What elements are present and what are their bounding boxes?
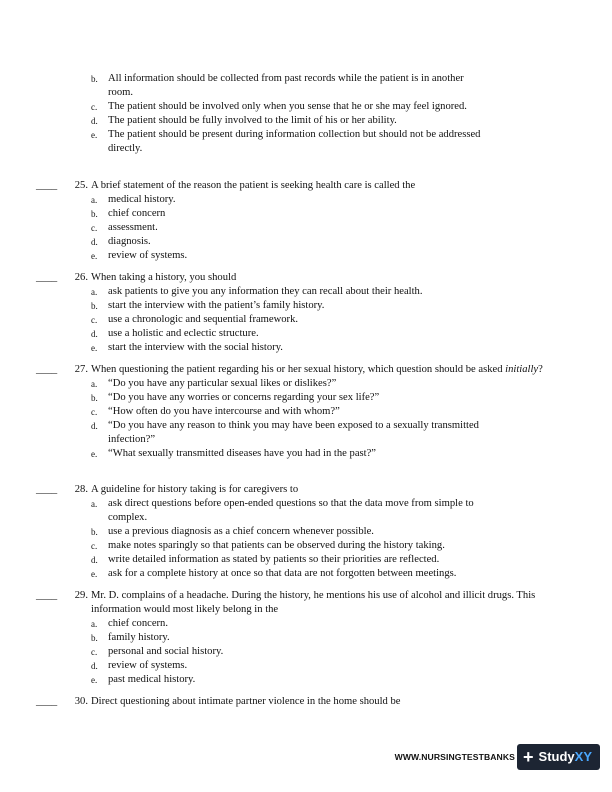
option-text: The patient should be fully involved to the limit of his or her ability. (108, 115, 397, 126)
option-text: assessment. (108, 222, 158, 233)
option-27-c (91, 405, 576, 419)
option-letter: b. (91, 527, 98, 537)
footer-site-text: WWW.NURSINGTESTBANKS (394, 752, 516, 762)
option-24-e (91, 128, 496, 156)
option-25-d (91, 235, 576, 249)
brand-suffix: XY (574, 749, 592, 764)
answer-blank[interactable]: ____ (36, 180, 58, 191)
option-letter: d. (91, 329, 98, 339)
option-text: “Do you have any particular sexual likes or dislikes?” (108, 378, 337, 389)
option-29-e (91, 673, 576, 687)
question-number: 28. (74, 484, 88, 495)
option-27-e (91, 447, 576, 461)
question-number: 26. (74, 272, 88, 283)
question-29 (36, 589, 576, 687)
question-26 (36, 271, 576, 355)
option-letter: a. (91, 379, 98, 389)
option-28-a (91, 497, 511, 525)
option-text: ask patients to give you any information they can recall about their health. (108, 286, 423, 297)
option-26-c (91, 313, 576, 327)
option-letter: d. (91, 421, 98, 431)
option-text: ask for a complete history at once so that data are not forgotten between meetings. (108, 568, 457, 579)
option-letter: c. (91, 223, 98, 233)
option-26-d (91, 327, 576, 341)
option-letter: d. (91, 237, 98, 247)
option-25-a (91, 193, 576, 207)
option-text: “Do you have any reason to think you may have been exposed to a sexually transmitted infection?” (108, 420, 479, 445)
option-28-e (91, 567, 576, 581)
option-text: “Do you have any worries or concerns regarding your sex life?” (108, 392, 380, 403)
option-letter: c. (91, 102, 98, 112)
question-27 (36, 363, 576, 461)
answer-blank[interactable]: ____ (36, 590, 58, 601)
option-27-d (91, 419, 491, 447)
option-text: use a chronologic and sequential framework. (108, 314, 299, 325)
question-number: 27. (74, 364, 88, 375)
option-text: ask direct questions before open-ended questions so that the data move from simple to complex. (108, 498, 474, 523)
option-26-e (91, 341, 576, 355)
question-stem-emphasis: initially (505, 364, 539, 375)
answer-blank[interactable]: ____ (36, 696, 58, 707)
question-stem: Direct questioning about intimate partner violence in the home should be (91, 696, 401, 707)
option-text: review of systems. (108, 250, 188, 261)
option-text: use a previous diagnosis as a chief concern whenever possible. (108, 526, 374, 537)
question-30 (36, 695, 576, 709)
option-text: write detailed information as stated by patients so their priorities are reflected. (108, 554, 440, 565)
option-28-d (91, 553, 576, 567)
option-27-a (91, 377, 576, 391)
option-text: start the interview with the social history. (108, 342, 283, 353)
option-26-a (91, 285, 576, 299)
option-text: make notes sparingly so that patients can be observed during the history taking. (108, 540, 445, 551)
option-text: medical history. (108, 194, 176, 205)
option-text: personal and social history. (108, 646, 224, 657)
question-number: 29. (74, 590, 88, 601)
option-letter: a. (91, 619, 98, 629)
option-letter: b. (91, 209, 98, 219)
brand-prefix: Study (538, 749, 575, 764)
option-letter: b. (91, 301, 98, 311)
question-24-continuation (36, 72, 576, 156)
option-29-c (91, 645, 576, 659)
option-29-d (91, 659, 576, 673)
question-number: 30. (74, 696, 88, 707)
option-29-b (91, 631, 576, 645)
option-24-d (91, 114, 491, 128)
plus-icon: + (523, 747, 534, 767)
answer-blank[interactable]: ____ (36, 364, 58, 375)
option-text: family history. (108, 632, 170, 643)
option-text: chief concern (108, 208, 166, 219)
question-stem-end: ? (538, 364, 543, 375)
option-text: use a holistic and eclectic structure. (108, 328, 259, 339)
option-letter: b. (91, 633, 98, 643)
question-25 (36, 179, 576, 263)
option-letter: a. (91, 195, 98, 205)
question-28 (36, 483, 576, 581)
answer-blank[interactable]: ____ (36, 484, 58, 495)
option-letter: c. (91, 315, 98, 325)
question-stem: A brief statement of the reason the patient is seeking health care is called the (91, 180, 416, 191)
option-letter: e. (91, 251, 98, 261)
option-text: past medical history. (108, 674, 196, 685)
option-letter: d. (91, 555, 98, 565)
option-text: The patient should be present during information collection but should not be addressed directly. (108, 129, 481, 154)
option-letter: c. (91, 407, 98, 417)
option-letter: e. (91, 569, 98, 579)
question-stem-text: When questioning the patient regarding his or her sexual history, which question should be asked (91, 364, 503, 375)
studyxy-badge (517, 744, 600, 770)
option-letter: d. (91, 661, 98, 671)
option-text: start the interview with the patient’s family history. (108, 300, 325, 311)
question-stem (91, 363, 576, 377)
option-25-c (91, 221, 576, 235)
option-letter: e. (91, 130, 98, 140)
option-24-b (91, 72, 491, 100)
option-letter: e. (91, 449, 98, 459)
option-29-a (91, 617, 576, 631)
option-27-b (91, 391, 576, 405)
option-text: chief concern. (108, 618, 168, 629)
question-stem: When taking a history, you should (91, 272, 237, 283)
option-text: The patient should be involved only when you sense that he or she may feel ignored. (108, 101, 467, 112)
option-letter: d. (91, 116, 98, 126)
question-stem: Mr. D. complains of a headache. During the history, he mentions his use of alcohol and illicit drugs. This information would most likely belong in the (91, 590, 536, 615)
option-text: diagnosis. (108, 236, 151, 247)
option-26-b (91, 299, 576, 313)
option-letter: a. (91, 287, 98, 297)
option-letter: a. (91, 499, 98, 509)
option-25-e (91, 249, 576, 263)
option-28-b (91, 525, 576, 539)
question-stem: A guideline for history taking is for caregivers to (91, 484, 299, 495)
option-28-c (91, 539, 576, 553)
option-text: “What sexually transmitted diseases have you had in the past?” (108, 448, 376, 459)
option-letter: c. (91, 647, 98, 657)
option-letter: b. (91, 393, 98, 403)
option-25-b (91, 207, 576, 221)
option-text: review of systems. (108, 660, 188, 671)
option-letter: e. (91, 675, 98, 685)
option-text: “How often do you have intercourse and with whom?” (108, 406, 340, 417)
option-letter: e. (91, 343, 98, 353)
option-text: All information should be collected from past records while the patient is in another room. (108, 73, 464, 98)
option-24-c (91, 100, 491, 114)
footer-watermark (395, 744, 600, 770)
option-letter: b. (91, 74, 98, 84)
answer-blank[interactable]: ____ (36, 272, 58, 283)
option-letter: c. (91, 541, 98, 551)
question-number: 25. (74, 180, 88, 191)
